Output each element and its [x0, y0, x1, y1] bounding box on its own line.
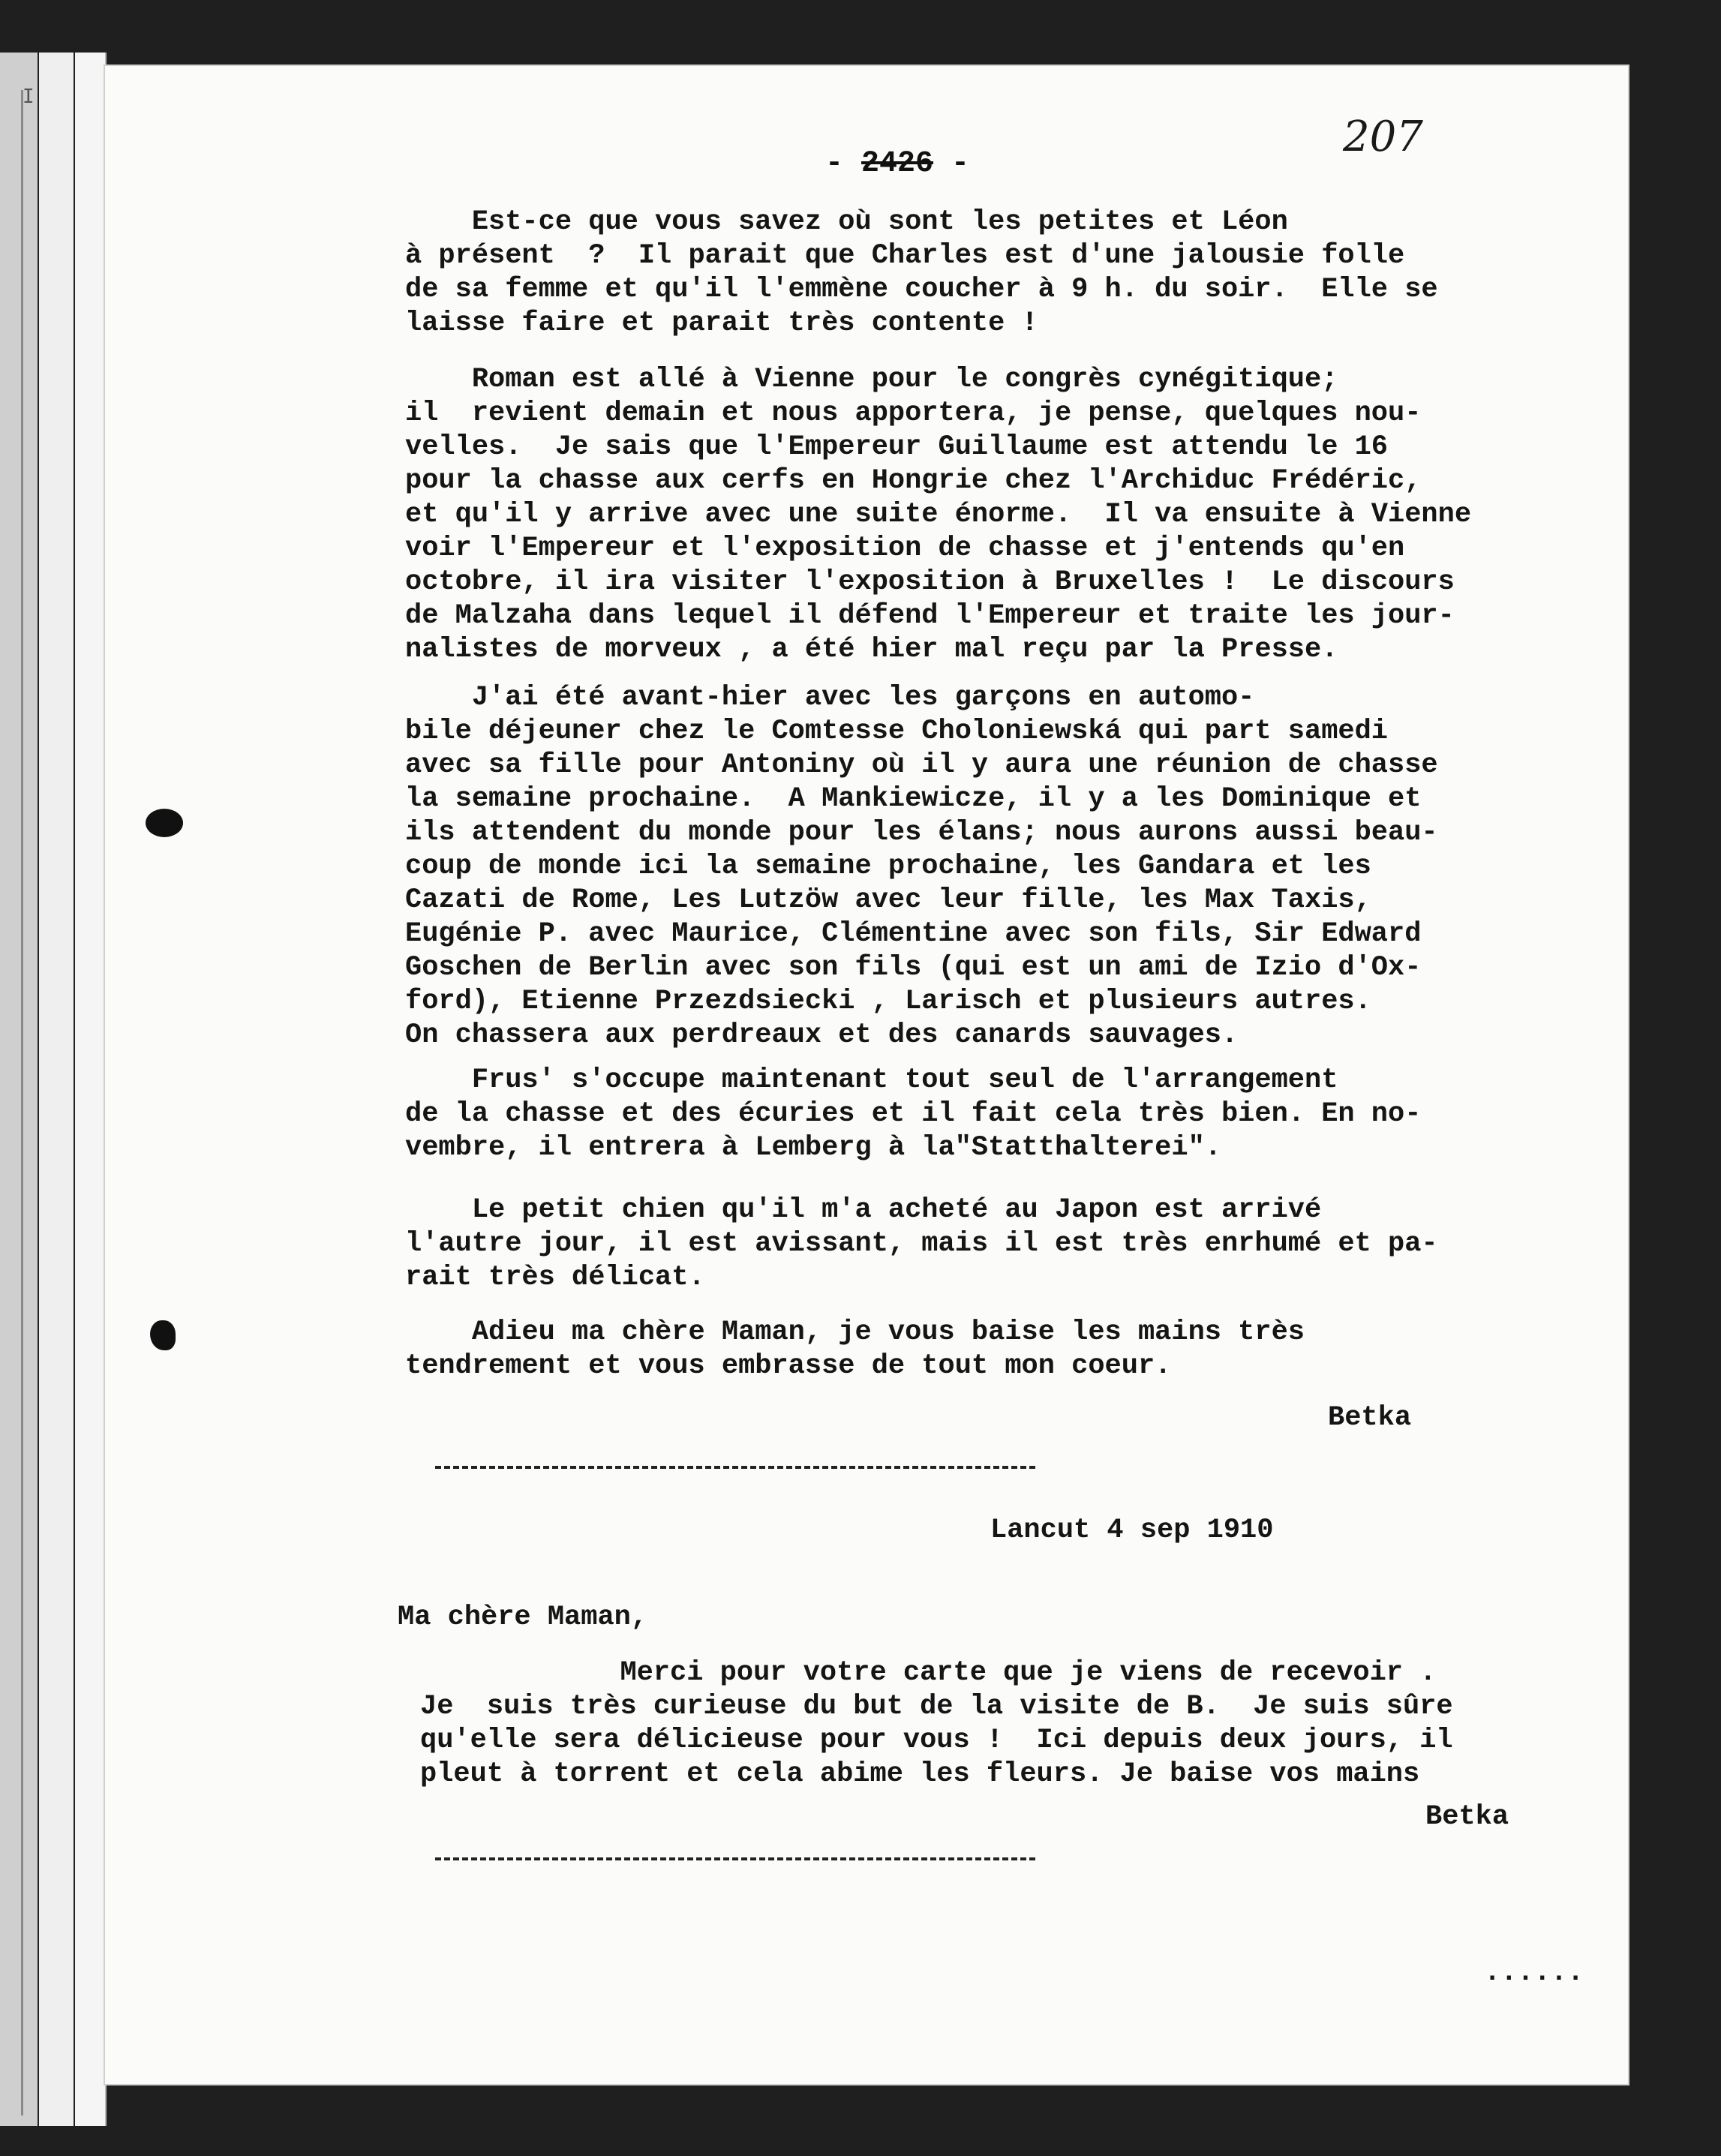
page-number: - 2426 -	[825, 147, 970, 181]
binder-line	[21, 90, 23, 2115]
binder-mark: I	[23, 86, 35, 108]
paragraph-3: J'ai été avant-hier avec les garçons en automo- bile déjeuner chez le Comtesse Choloniewská qui part samedi avec sa fille pour Antoniny où il y aura une réunion de chasse la semaine prochaine. A Mankiewicze, il y a les Dominique et ils attendent du monde pour les élans; nous aurons aussi beau- coup de monde ici la semaine prochaine, les Gandara et les Cazati de Rome, Les Lutzöw avec leur fille, les Max Taxis, Eugénie P. avec Maurice, Clémentine avec son fils, Sir Edward Goschen de Berlin avec son fils (qui est un ami de Izio d'Ox- ford), Etienne Przezdsiecki , Larisch et plusieurs autres. On chassera aux perdreaux et des canards sauvages.	[405, 682, 1438, 1051]
punch-hole	[146, 809, 183, 837]
paragraph-2: Roman est allé à Vienne pour le congrès cynégitique; il revient demain et nous apportera, je pense, quelques nou- velles. Je sais que l'Empereur Guillaume est attendu le 16 pour la chasse aux cerfs en Hongrie chez l'Archiduc Frédéric, et qu'il y arrive avec une suite énorme. Il va ensuite à Vienne voir l'Empereur et l'exposition de chasse et j'entends qu'en octobre, il ira visiter l'exposition à Bruxelles ! Le discours de Malzaha dans lequel il défend l'Empereur et traite les jour- nalistes de morveux , a été hier mal reçu par la Presse.	[405, 364, 1472, 665]
salutation: Ma chère Maman,	[398, 1602, 648, 1633]
paragraph-4: Frus' s'occupe maintenant tout seul de l'arrangement de la chasse et des écuries et il fait cela très bien. En no- vembre, il entrera à Lemberg à la"Statthalterei".	[405, 1064, 1422, 1164]
place-date: Lancut 4 sep 1910	[990, 1515, 1274, 1546]
page-stack-edge	[75, 53, 107, 2126]
punch-hole	[150, 1320, 176, 1350]
page-stack-edge	[39, 53, 74, 2126]
paragraph-6: Adieu ma chère Maman, je vous baise les mains très tendrement et vous embrasse de tout mon coeur.	[405, 1317, 1305, 1382]
handwritten-folio: 207	[1343, 113, 1423, 161]
paragraph-7: Merci pour votre carte que je viens de recevoir . Je suis très curieuse du but de la visite de B. Je suis sûre qu'elle sera délicieuse pour vous ! Ici depuis deux jours, il pleut à torrent et cela abime les fleurs. Je baise vos mains	[420, 1657, 1453, 1790]
paragraph-5: Le petit chien qu'il m'a acheté au Japon est arrivé l'autre jour, il est avissant, mais il est très enrhumé et pa- rait très délicat.	[405, 1194, 1438, 1293]
continuation-dots: ......	[1484, 1957, 1584, 1989]
signature-2: Betka	[1425, 1801, 1509, 1833]
paragraph-1: Est-ce que vous savez où sont les petites et Léon à présent ? Il parait que Charles est d'une jalousie folle de sa femme et qu'il l'emmène coucher à 9 h. du soir. Elle se laisse faire et parait très contente !	[405, 206, 1438, 339]
page-number-value: 2426	[861, 147, 934, 181]
separator-line	[435, 1857, 1035, 1860]
typed-page	[105, 66, 1628, 2084]
separator-line	[435, 1466, 1035, 1469]
page-stack-edge	[0, 53, 38, 2126]
signature-1: Betka	[1328, 1402, 1412, 1434]
